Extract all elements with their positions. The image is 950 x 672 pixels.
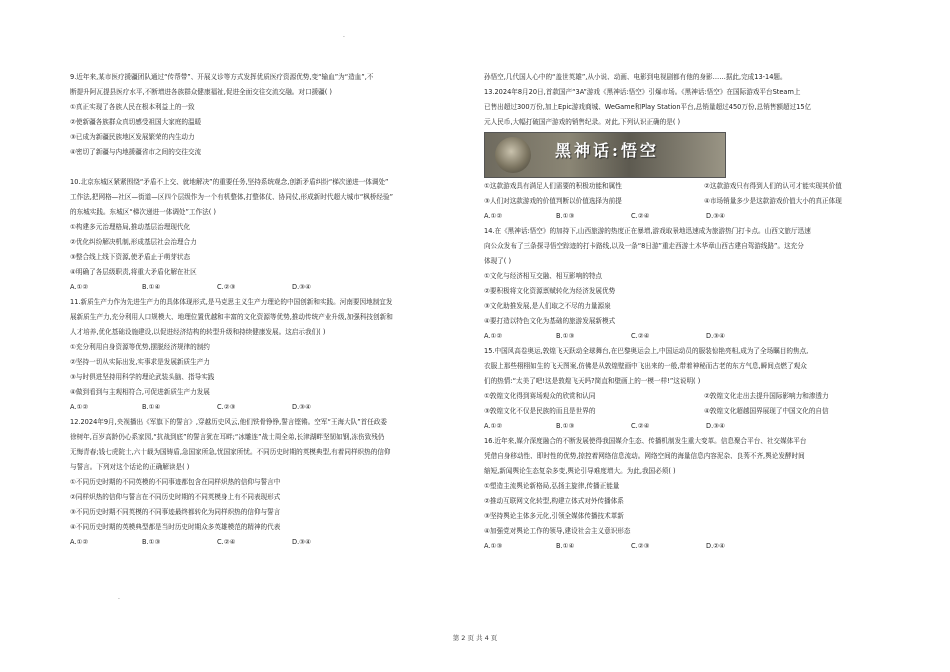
question-14 — [484, 224, 886, 344]
answer-choice-a: A.①② — [484, 332, 503, 340]
answer-choice-d: D.③④ — [292, 538, 311, 546]
option-line: ②同样炽热的信仰与誓言在不同历史时期的不同英模身上有不同表现形式 — [70, 493, 281, 501]
question-stem-line: 们的热情:“太美了吧!这是敦煌飞天吗?简直和壁画上的一模一样!”这说明( ) — [484, 377, 701, 385]
question-11 — [70, 295, 470, 415]
option-line: ③与时俱进坚持用科学的理论武装头脑、指导实践 — [70, 373, 215, 381]
question-stem-line: 已售出超过300万份,加上Epic游戏商城、WeGame和Play Station平台,总销量超过450万份,总销售额超过15亿 — [484, 103, 812, 111]
option-grid — [484, 389, 886, 419]
option-line: ①构建多元治理格局,推动基层治理现代化 — [70, 223, 191, 231]
option-line: ①不同历史时期的不同英模的不同事迹都包含在同样炽热的信仰与誓言中 — [70, 478, 281, 486]
question-stem-line: 12.2024年9月,央视播出《军旗下的誓言》,穿越历史风云,他们铁骨铮铮,誓言铿锵。空军“王海大队”首任政委 — [70, 418, 388, 426]
game-poster-title: 黑神话:悟空 — [555, 141, 659, 160]
bottom-dot-mark: · — [118, 596, 120, 603]
option-line: ①敦煌文化得到赛场观众的欣赏和认同 — [484, 392, 596, 400]
answer-choice-a: A.①② — [70, 538, 89, 546]
option-line: ④要打造以特色文化为基础的旅游发展新模式 — [484, 317, 616, 325]
answer-choice-b: B.①③ — [556, 422, 575, 430]
answer-choices — [484, 419, 886, 434]
answer-choice-a: A.①② — [70, 403, 89, 411]
option-line: ②优化纠纷解决机制,形成基层社会治理合力 — [70, 238, 197, 246]
question-15 — [484, 344, 886, 434]
answer-choice-d: D.②④ — [706, 542, 725, 550]
option-line: ④加强党对舆论工作的领导,建设社会主义意识形态 — [484, 527, 631, 535]
answer-choices — [70, 280, 470, 295]
answer-choice-d: D.③④ — [292, 403, 311, 411]
question-13 — [484, 70, 886, 224]
answer-choices — [484, 539, 886, 554]
question-stem-line: 元人民币,大幅打破国产游戏的销售纪录。对此,下列认识正确的是( ) — [484, 118, 681, 126]
answer-choice-b: B.①③ — [556, 332, 575, 340]
left-column — [70, 70, 470, 550]
option-line: ③已成为新疆民族地区发展繁荣的内生动力 — [70, 133, 195, 141]
option-line: ②坚持一切从实际出发,实事求是发展新质生产力 — [70, 358, 210, 366]
option-line: ①充分利用自身资源等优势,摆脱经济规律的制约 — [70, 343, 210, 351]
question-stem-line: 人才培养,优化基础设施建设,以促进经济结构的转型升级和持续健康发展。这启示我们( ) — [70, 328, 326, 336]
question-stem-line: 10.北京东城区紧紧围绕“矛盾不上交、就地解决”的重要任务,坚持系统观念,创新矛盾纠纷“梯次递进一体调处” — [70, 178, 389, 186]
question-stem-line: 11.新质生产力作为先进生产力的具体体现形式,是马克思主义生产力理论的中国创新和实践。河南要因地制宜发 — [70, 298, 393, 306]
option-line: ②使新疆各族群众真切感受祖国大家庭的温暖 — [70, 118, 202, 126]
option-line: ①塑造主流舆论新格局,弘扬主旋律,传播正能量 — [484, 482, 620, 490]
answer-choice-b: B.①③ — [142, 538, 161, 546]
answer-choices — [70, 400, 470, 415]
option-line: ③文化助推发展,是人们取之不尽的力量源泉 — [484, 302, 611, 310]
answer-choices — [484, 209, 886, 224]
question-stem-line: 展新质生产力,充分利用人口规模大、地理位置优越和丰富的文化资源等优势,推动传统产业升级,加强科技创新和 — [70, 313, 393, 321]
answer-choice-c: C.②④ — [217, 538, 236, 546]
option-line: ③整合线上线下资源,使矛盾止于萌芽状态 — [70, 253, 191, 261]
question-9 — [70, 70, 470, 175]
option-line: ①真正实现了各族人民在根本利益上的一致 — [70, 103, 195, 111]
answer-choice-c: C.②④ — [631, 422, 650, 430]
option-line: ③敦煌文化不仅是民族的而且是世界的 — [484, 407, 596, 415]
right-column — [484, 70, 886, 554]
answer-choice-c: C.②③ — [217, 283, 236, 291]
answer-choice-d: D.③④ — [706, 422, 725, 430]
answer-choice-b: B.①④ — [142, 283, 161, 291]
option-line: ③不同历史时期不同英模的不同事迹最终都转化为同样炽热的信仰与誓言 — [70, 508, 281, 516]
option-line: ④市场销量多少是这款游戏价值大小的真正体现 — [704, 197, 842, 205]
answer-choice-a: A.①② — [484, 212, 503, 220]
question-16 — [484, 434, 886, 554]
option-line: ①文化与经济相互交融、相互影响的特点 — [484, 272, 603, 280]
wukong-figure-icon — [495, 137, 531, 173]
question-stem-line: 向公众发布了三条探寻悟空踪迹的打卡路线,以及一条“8日游”重走西游土木华章山西古建自驾游线路”。这充分 — [484, 242, 804, 250]
option-line: ④做到看到与主观相符合,可促进新质生产力发展 — [70, 388, 210, 396]
answer-choice-d: D.③④ — [292, 283, 311, 291]
question-stem-line: 9.近年来,某市医疗援疆团队通过“传帮带”、开展义诊等方式发挥优质医疗资源优势,变“输血”为“造血”,不 — [70, 73, 374, 81]
question-stem-line: 工作法,把网格—社区—街道—区四个层级作为一个有机整体,打整体仗、协同仗,形成新时代超大城市“枫桥经验” — [70, 193, 394, 201]
option-line: ②要积极将文化资源禀赋转化为经济发展优势 — [484, 287, 616, 295]
option-line: ①这款游戏具有满足人们需要的积极功能和属性 — [484, 182, 622, 190]
question-stem-line: 无悔青春;钱七虎院士,六十载为国铸盾,急国家所急,忧国家所忧。不同历史时期的英模典型,有着同样炽热的信仰 — [70, 448, 391, 456]
answer-choice-a: A.①② — [70, 283, 89, 291]
question-stem-line: 凭借自身移动性、即时性的优势,掠控着网络信息流动。网络空间的海量信息内容泥杂、良莠不齐,舆论发酵时间 — [484, 452, 805, 460]
option-line: ③坚持舆论主体多元化,引领全媒体传播技术革新 — [484, 512, 624, 520]
answer-choice-d: D.③④ — [706, 212, 725, 220]
question-stem-line: 体现了( ) — [484, 257, 512, 265]
answer-choice-a: A.①③ — [484, 542, 503, 550]
option-line: ②推动互联网文化转型,构建立体式对外传播体系 — [484, 497, 624, 505]
answer-choices — [484, 329, 886, 344]
option-line: ④不同历史时期的英模典型都是当时历史时期众多英雄模范的精神的代表 — [70, 523, 281, 531]
answer-choice-b: B.①③ — [556, 212, 575, 220]
answer-choice-b: B.①④ — [142, 403, 161, 411]
question-stem-line: 衣服上那些栩栩如生的飞天图案,仿佛是从敦煌壁画中飞出来的一般,带着神秘而古老的东方气息,瞬间点燃了观众 — [484, 362, 807, 370]
page-number-footer: 第 2 页 共 4 页 — [452, 634, 498, 642]
question-stem-line: 13.2024年8月20日,首款国产“3A”游戏《黑神话:悟空》引爆市场。《黑神话:悟空》在国际游戏平台Steam上 — [484, 88, 801, 96]
question-12 — [70, 415, 470, 550]
game-poster-image — [484, 132, 726, 178]
question-stem-line: 缩短,新闻舆论生态复杂多变,舆论引导难度增大。为此,我国必须( ) — [484, 467, 676, 475]
option-line: ④敦煌文化超越国界展现了中国文化的自信 — [704, 407, 829, 415]
answer-choice-c: C.②③ — [631, 542, 650, 550]
option-line: ③人们对这款游戏的价值判断以价值选择为前提 — [484, 197, 622, 205]
answer-choice-d: D.③④ — [706, 332, 725, 340]
question-stem-line: 的东城实践。东城区“梯次递进一体调处”工作法( ) — [70, 208, 216, 216]
top-dot-mark: · — [343, 34, 345, 41]
answer-choice-c: C.②④ — [631, 212, 650, 220]
question-stem-line: 孙悟空,几代国人心中的“盖世英雄”,从小说、动画、电影到电视剧都有他的身影……据此,完成13-14题。 — [484, 73, 787, 81]
answer-choice-c: C.②④ — [631, 332, 650, 340]
question-stem-line: 15.中国风高卷奥运,敦煌飞天跃动全球舞台,在巴黎奥运会上,中国运动员的服装惊艳亮相,成为了全场瞩目的焦点, — [484, 347, 809, 355]
answer-choice-b: B.①④ — [556, 542, 575, 550]
option-line: ④密切了新疆与内地援疆省市之间的交往交流 — [70, 148, 202, 156]
question-stem-line: 断提升阿瓦提县医疗水平,不断增进各族群众健康福祉,促进全面交往交流交融。对口援疆( ) — [70, 88, 332, 96]
answer-choices — [70, 535, 470, 550]
question-10 — [70, 175, 470, 295]
option-line: ②敦煌文化走出去提升国际影响力和渗透力 — [704, 392, 829, 400]
option-line: ②这款游戏只有得到人们的认可才能实现其价值 — [704, 182, 842, 190]
question-stem-line: 与誓言。下列对这个话论的正确解读是( ) — [70, 463, 190, 471]
option-grid — [484, 179, 886, 209]
answer-choice-a: A.①② — [484, 422, 503, 430]
option-line: ④明确了各层级职责,将重大矛盾化解在社区 — [70, 268, 197, 276]
question-stem-line: 徐树年,百岁高龄仍心系家园,“抗战到底”的誓言犹在耳畔;“冰雕连”战士周全弟,长津湖畔坚韧如钢,冻伤致残仍 — [70, 433, 385, 441]
question-stem-line: 16.近年来,媒介深度融合的不断发展使得我国媒介生态、传播机制发生重大变革。信息聚合平台、社交媒体平台 — [484, 437, 807, 445]
answer-choice-c: C.②③ — [217, 403, 236, 411]
question-stem-line: 14.在《黑神话:悟空》的加持下,山西旅游的热度正在暴增,游戏取景地迅速成为旅游热门打卡点。山西文旅厅迅速 — [484, 227, 811, 235]
